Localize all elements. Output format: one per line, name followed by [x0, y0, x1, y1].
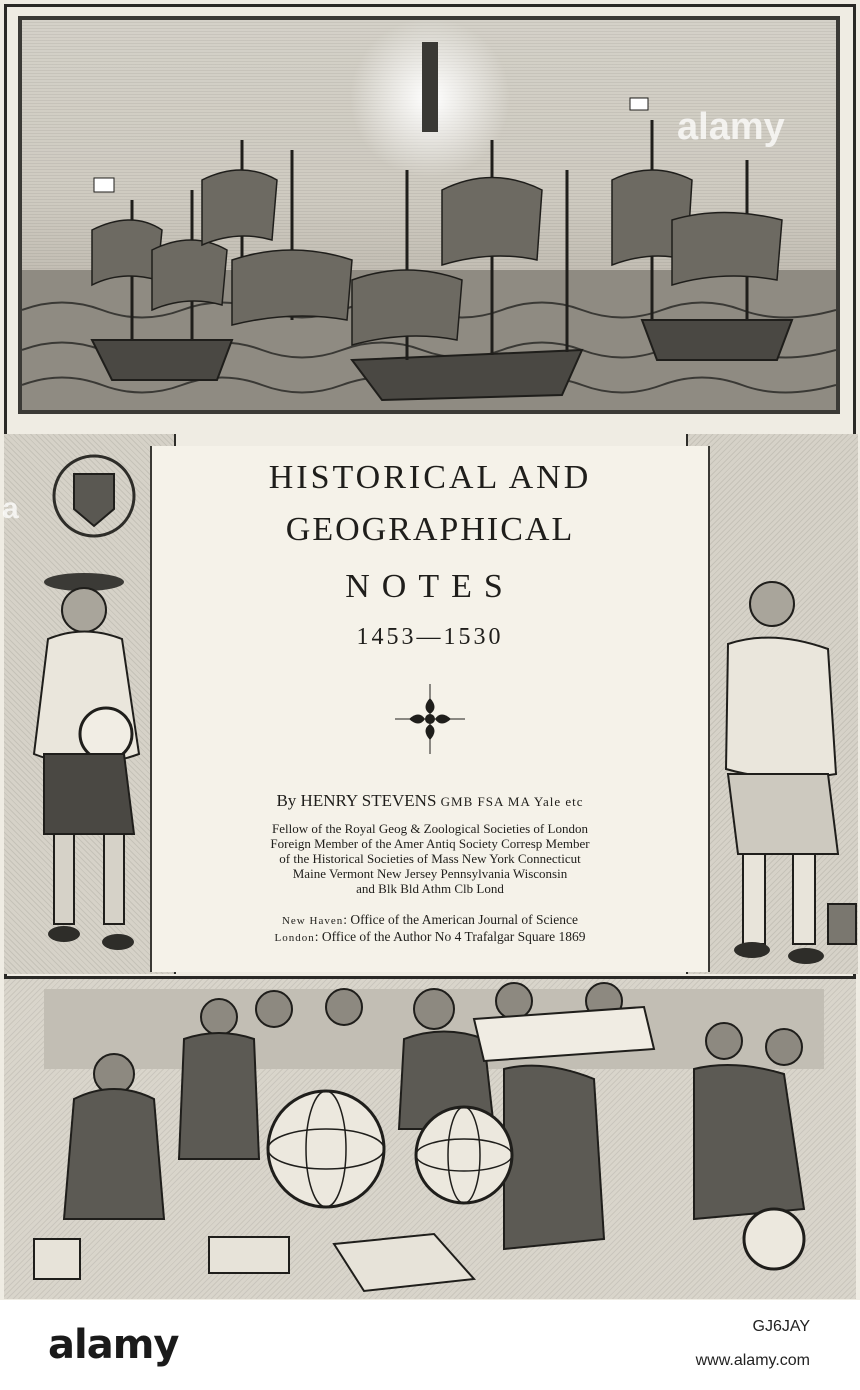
author-line	[152, 790, 708, 813]
title-cartouche	[150, 446, 710, 972]
author-name: HENRY STEVENS	[300, 791, 437, 810]
fellowship-line: and Blk Bld Athm Clb Lond	[356, 881, 504, 896]
author-honors: GMB FSA MA Yale etc	[440, 794, 584, 809]
imprint-line	[152, 912, 708, 929]
scholars-illustration	[4, 979, 856, 1299]
right-figure-panel	[686, 434, 858, 974]
date-range: 1453—1530	[356, 624, 504, 650]
image-id: GJ6JAY	[752, 1318, 810, 1335]
watermark: alamy	[677, 106, 785, 148]
imprint-text: : Office of the Author No 4 Trafalgar Square 1869	[314, 929, 586, 944]
ships-illustration	[22, 20, 836, 410]
by-label: By	[276, 791, 297, 810]
scholars-engraving	[4, 976, 856, 1299]
ship-hull	[92, 340, 232, 380]
fellowship-block	[152, 821, 708, 896]
imprint-text: : Office of the American Journal of Science	[343, 912, 579, 927]
title-line-2: GEOGRAPHICAL	[285, 511, 575, 548]
ship-hull	[642, 320, 792, 360]
fleuron-ornament-icon	[395, 684, 465, 754]
ships-engraving	[18, 16, 840, 414]
watermark: a	[2, 492, 19, 525]
navigator-figure-left	[4, 434, 174, 974]
title-line-1: HISTORICAL AND	[268, 459, 592, 496]
imprint-block	[152, 912, 708, 946]
celestial-globe-icon	[268, 1091, 384, 1207]
title-line-3: NOTES	[345, 568, 515, 605]
fellowship-line: Fellow of the Royal Geog & Zoological Societies of London	[272, 821, 588, 836]
fellowship-line: of the Historical Societies of Mass New York Connecticut	[279, 851, 581, 866]
astrolabe-icon	[80, 708, 132, 760]
imprint-place: London	[274, 932, 315, 944]
armillary-icon	[744, 1209, 804, 1269]
imprint-line	[152, 929, 708, 946]
fellowship-line: Maine Vermont New Jersey Pennsylvania Wisconsin	[292, 866, 568, 881]
alamy-logo: alamy	[48, 1322, 179, 1368]
fellowship-line: Foreign Member of the Amer Antiq Society Corresp Member	[270, 836, 590, 851]
stock-footer	[0, 1300, 860, 1390]
terrestrial-globe-icon	[416, 1107, 512, 1203]
site-url: www.alamy.com	[695, 1352, 810, 1369]
pillar-icon	[422, 42, 438, 132]
ship-hull	[352, 350, 582, 400]
navigator-figure-right	[688, 434, 858, 974]
imprint-place: New Haven	[281, 915, 344, 927]
